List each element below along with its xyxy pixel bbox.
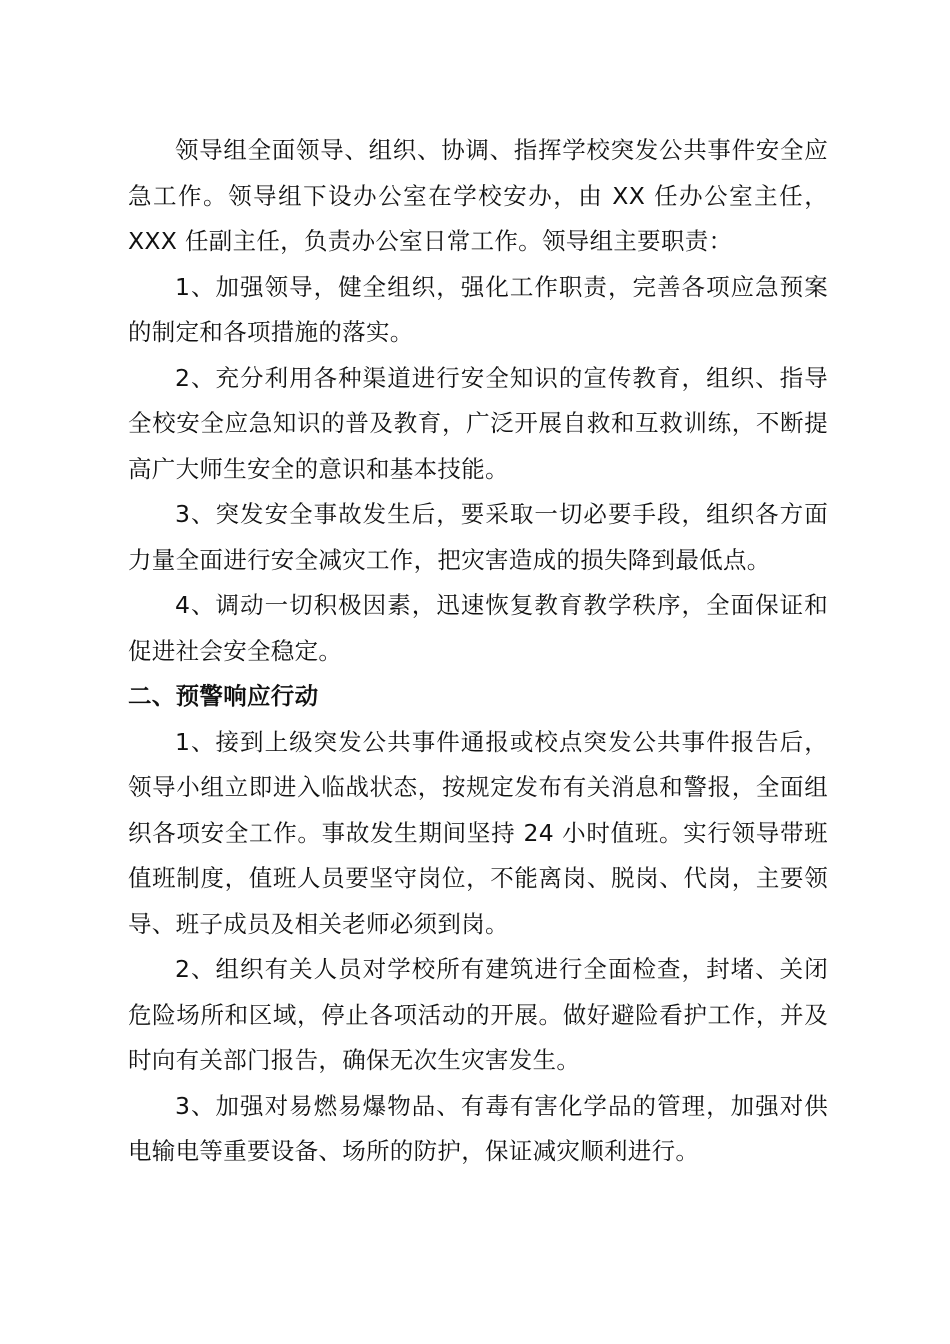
paragraph-duty-1: 1、加强领导，健全组织，强化工作职责，完善各项应急预案的制定和各项措施的落实。 [128,272,828,346]
section-heading: 二、预警响应行动 [128,682,319,710]
paragraph-duty-2: 2、充分利用各种渠道进行安全知识的宣传教育，组织、指导全校安全应急知识的普及教育，广泛开展自救和互救训练，不断提高广大师生安全的意识和基本技能。 [128,363,828,483]
paragraph-response-3: 3、加强对易燃易爆物品、有毒有害化学品的管理，加强对供电输电等重要设备、场所的防护，保证减灾顺利进行。 [128,1091,828,1165]
paragraph-duty-4: 4、调动一切积极因素，迅速恢复教育教学秩序，全面保证和促进社会安全稳定。 [128,591,828,665]
paragraph-leadership-duties: 领导组全面领导、组织、协调、指挥学校突发公共事件安全应急工作。领导组下设办公室在学校安办，由 XX 任办公室主任，XXX 任副主任，负责办公室日常工作。领导组主要职责： [128,136,828,255]
paragraph-duty-3: 3、突发安全事故发生后，要采取一切必要手段，组织各方面力量全面进行安全减灾工作，把灾害造成的损失降到最低点。 [128,500,828,574]
paragraph-response-2: 2、组织有关人员对学校所有建筑进行全面检查，封堵、关闭危险场所和区域，停止各项活动的开展。做好避险看护工作，并及时向有关部门报告，确保无次生灾害发生。 [128,955,828,1074]
paragraph-response-1: 1、接到上级突发公共事件通报或校点突发公共事件报告后，领导小组立即进入临战状态，按规定发布有关消息和警报，全面组织各项安全工作。事故发生期间坚持 24 小时值班。实行领导带班值班制度，值班人员要坚守岗位，不能离岗、脱岗、代岗，主要领导、班子成员及相关老师必须到岗。 [128,727,828,938]
document-body [128,128,828,1175]
